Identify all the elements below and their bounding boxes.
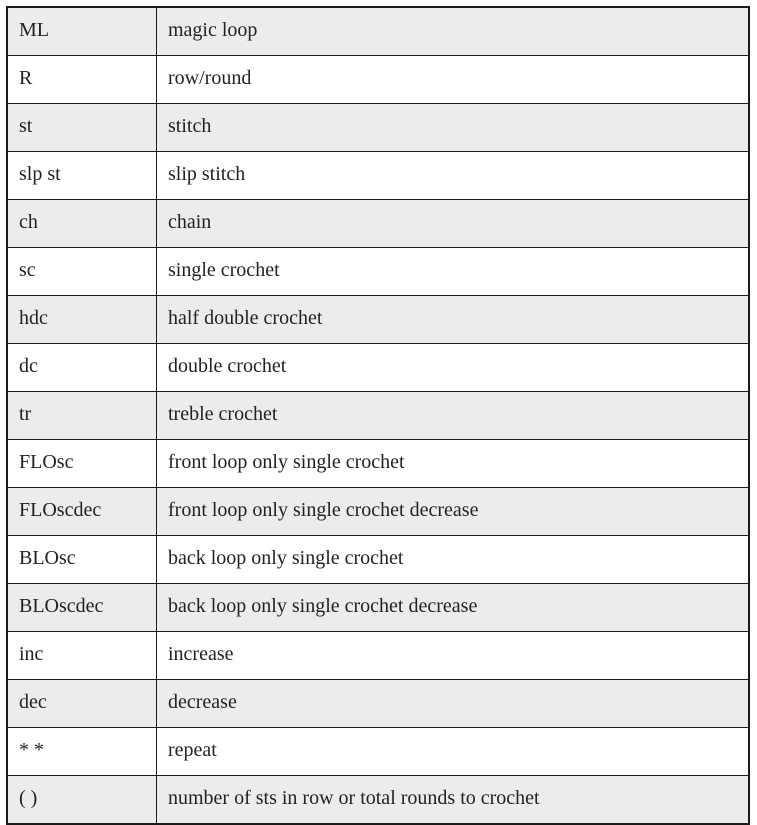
table-row: [7, 536, 749, 584]
abbreviation-cell: BLOsc: [7, 536, 157, 584]
abbreviation-cell: st: [7, 104, 157, 152]
meaning-cell: back loop only single crochet: [157, 536, 750, 584]
abbreviation-cell: BLOscdec: [7, 584, 157, 632]
meaning-cell: increase: [157, 632, 750, 680]
table-row: [7, 584, 749, 632]
meaning-cell: slip stitch: [157, 152, 750, 200]
meaning-cell: back loop only single crochet decrease: [157, 584, 750, 632]
abbreviation-table: [6, 6, 750, 825]
abbreviation-cell: hdc: [7, 296, 157, 344]
meaning-cell: decrease: [157, 680, 750, 728]
table-row: [7, 344, 749, 392]
meaning-cell: magic loop: [157, 7, 750, 56]
abbreviation-cell: * *: [7, 728, 157, 776]
abbreviation-cell: tr: [7, 392, 157, 440]
table-row: [7, 392, 749, 440]
meaning-cell: treble crochet: [157, 392, 750, 440]
meaning-cell: double crochet: [157, 344, 750, 392]
table-row: [7, 632, 749, 680]
abbreviation-cell: R: [7, 56, 157, 104]
table-row: [7, 296, 749, 344]
table-row: [7, 104, 749, 152]
abbreviation-cell: ( ): [7, 776, 157, 825]
table-row: [7, 248, 749, 296]
table-row: [7, 7, 749, 56]
abbreviation-cell: FLOsc: [7, 440, 157, 488]
meaning-cell: front loop only single crochet decrease: [157, 488, 750, 536]
abbreviation-cell: FLOscdec: [7, 488, 157, 536]
meaning-cell: half double crochet: [157, 296, 750, 344]
table-row: [7, 56, 749, 104]
table-row: [7, 440, 749, 488]
table-row: [7, 200, 749, 248]
meaning-cell: single crochet: [157, 248, 750, 296]
abbreviation-cell: dc: [7, 344, 157, 392]
table-row: [7, 488, 749, 536]
table-row: [7, 776, 749, 825]
table-row: [7, 152, 749, 200]
meaning-cell: number of sts in row or total rounds to crochet: [157, 776, 750, 825]
abbreviation-cell: inc: [7, 632, 157, 680]
abbreviation-cell: sc: [7, 248, 157, 296]
meaning-cell: repeat: [157, 728, 750, 776]
table-row: [7, 728, 749, 776]
abbreviation-cell: ch: [7, 200, 157, 248]
abbreviation-cell: slp st: [7, 152, 157, 200]
meaning-cell: row/round: [157, 56, 750, 104]
abbreviation-table-body: [7, 7, 749, 824]
meaning-cell: stitch: [157, 104, 750, 152]
meaning-cell: chain: [157, 200, 750, 248]
abbreviation-cell: ML: [7, 7, 157, 56]
abbreviation-cell: dec: [7, 680, 157, 728]
meaning-cell: front loop only single crochet: [157, 440, 750, 488]
table-row: [7, 680, 749, 728]
